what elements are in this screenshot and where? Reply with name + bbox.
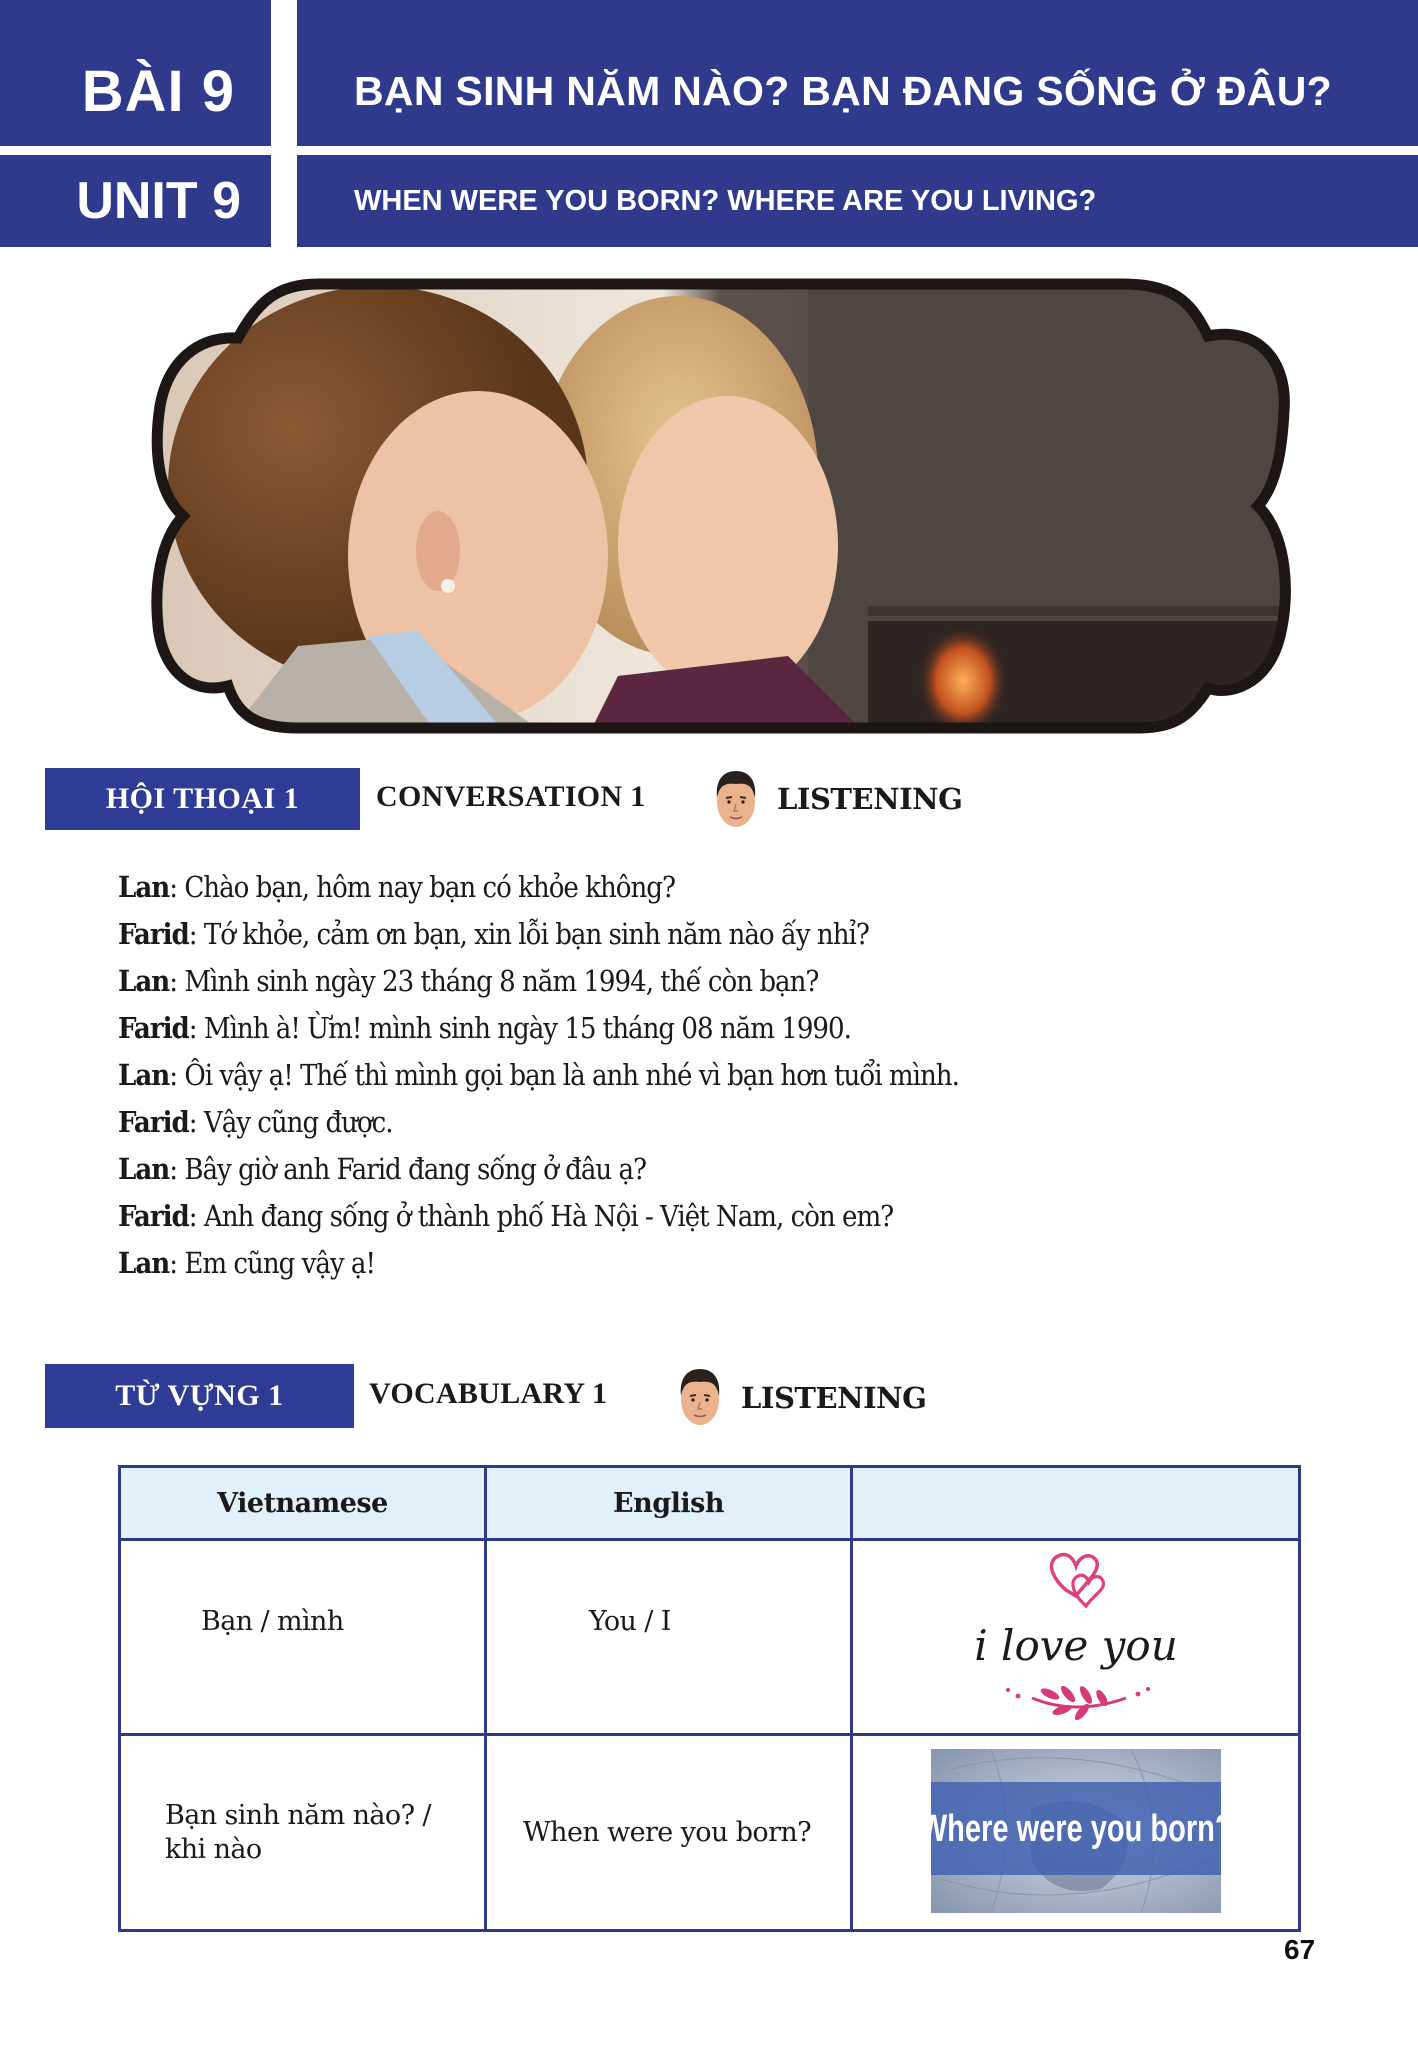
speaker-name: Lan [118,1058,170,1092]
dialogue-line: Farid: Vậy cũng được. [118,1105,393,1139]
dialogue-text: Vậy cũng được. [203,1105,393,1139]
dialogue-line: Lan: Chào bạn, hôm nay bạn có khỏe không? [118,870,675,904]
table-row [120,1735,1300,1931]
listening-label: LISTENING [777,782,963,816]
column-header-vietnamese: Vietnamese [120,1467,486,1540]
cell-image [852,1735,1300,1931]
dialogue-line: Farid: Anh đang sống ở thành phố Hà Nội - Việt Nam, còn em? [118,1199,894,1233]
speaker-name: Farid [118,1011,189,1045]
lesson-title-english: WHEN WERE YOU BORN? WHERE ARE YOU LIVING? [354,184,1097,217]
page-number: 67 [1284,1934,1316,1965]
conversation-tab [45,768,360,830]
dialogue-text: Mình sinh ngày 23 tháng 8 năm 1994, thế còn bạn? [184,964,819,998]
dialogue-text: Ôi vậy ạ! Thế thì mình gọi bạn là anh nhé vì bạn hơn tuổi mình. [184,1058,959,1092]
dialogue-line: Lan: Em cũng vậy ạ! [118,1246,375,1280]
dialogue-text: Anh đang sống ở thành phố Hà Nội - Việt Nam, còn em? [203,1199,894,1233]
dialogue-text: Tớ khỏe, cảm ơn bạn, xin lỗi bạn sinh năm nào ấy nhỉ? [203,917,869,951]
unit-number-box [0,155,271,247]
conversation-tab-label: HỘI THOẠI 1 [105,782,300,815]
english-term: When were you born? [523,1816,812,1848]
vietnamese-term: khi nào [165,1833,262,1865]
vietnamese-term: Bạn / mình [201,1606,344,1637]
dialogue-line: Lan: Mình sinh ngày 23 tháng 8 năm 1994, thế còn bạn? [118,964,819,998]
speaker-face-icon[interactable] [677,1366,723,1428]
dialogue-text: Bây giờ anh Farid đang sống ở đâu ạ? [184,1152,647,1186]
i-love-you-illustration [976,1548,1176,1723]
table-header-row [120,1467,1300,1540]
speaker-name: Farid [118,1105,189,1139]
listening-label: LISTENING [741,1381,927,1415]
column-header-english: English [486,1467,852,1540]
where-were-you-born-globe [931,1749,1221,1913]
vocabulary-table [118,1465,1301,1932]
lesson-title-vietnamese: BẠN SINH NĂM NÀO? BẠN ĐANG SỐNG Ở ĐÂU? [354,67,1332,114]
dialogue-line: Lan: Bây giờ anh Farid đang sống ở đâu ạ? [118,1152,647,1186]
vietnamese-term: Bạn sinh năm nào? / [165,1799,431,1831]
column-header-image [852,1467,1300,1540]
conversation-dialogue [118,864,1318,1287]
cell-vietnamese [120,1735,486,1931]
speaker-name: Lan [118,870,170,904]
speaker-name: Farid [118,917,189,951]
vocabulary-tab-label: TỪ VỰNG 1 [115,1379,284,1412]
dialogue-text: Chào bạn, hôm nay bạn có khỏe không? [184,870,675,904]
lesson-number-box [0,0,271,146]
cell-english [486,1540,852,1735]
cell-image [852,1540,1300,1735]
dialogue-text: Mình à! Ừm! mình sinh ngày 15 tháng 08 năm 1990. [203,1011,851,1045]
dialogue-line: Farid: Mình à! Ừm! mình sinh ngày 15 tháng 08 năm 1990. [118,1011,851,1045]
dialogue-line: Farid: Tớ khỏe, cảm ơn bạn, xin lỗi bạn sinh năm nào ấy nhỉ? [118,917,869,951]
two-women-photo [148,276,1292,736]
english-term: You / I [589,1606,671,1637]
speaker-name: Lan [118,1152,170,1186]
cell-english [486,1735,852,1931]
table-row [120,1540,1300,1735]
cell-vietnamese [120,1540,486,1735]
title-vietnamese-box [297,0,1418,146]
svg-text:i love you: i love you [975,1620,1176,1670]
dialogue-text: Em cũng vậy ạ! [184,1246,375,1280]
vocabulary-tab [45,1364,354,1428]
conversation-title: CONVERSATION 1 [376,780,646,813]
vocabulary-title: VOCABULARY 1 [369,1377,608,1410]
speaker-face-icon[interactable] [713,768,759,830]
speaker-name: Farid [118,1199,189,1233]
lesson-photo [148,276,1292,736]
title-english-box [297,155,1418,247]
speaker-name: Lan [118,1246,170,1280]
lesson-number: BÀI 9 [81,58,235,124]
svg-text:Where were you born?: Where were you born? [931,1806,1221,1850]
speaker-name: Lan [118,964,170,998]
dialogue-line: Lan: Ôi vậy ạ! Thế thì mình gọi bạn là anh nhé vì bạn hơn tuổi mình. [118,1058,959,1092]
unit-number: UNIT 9 [76,172,241,230]
